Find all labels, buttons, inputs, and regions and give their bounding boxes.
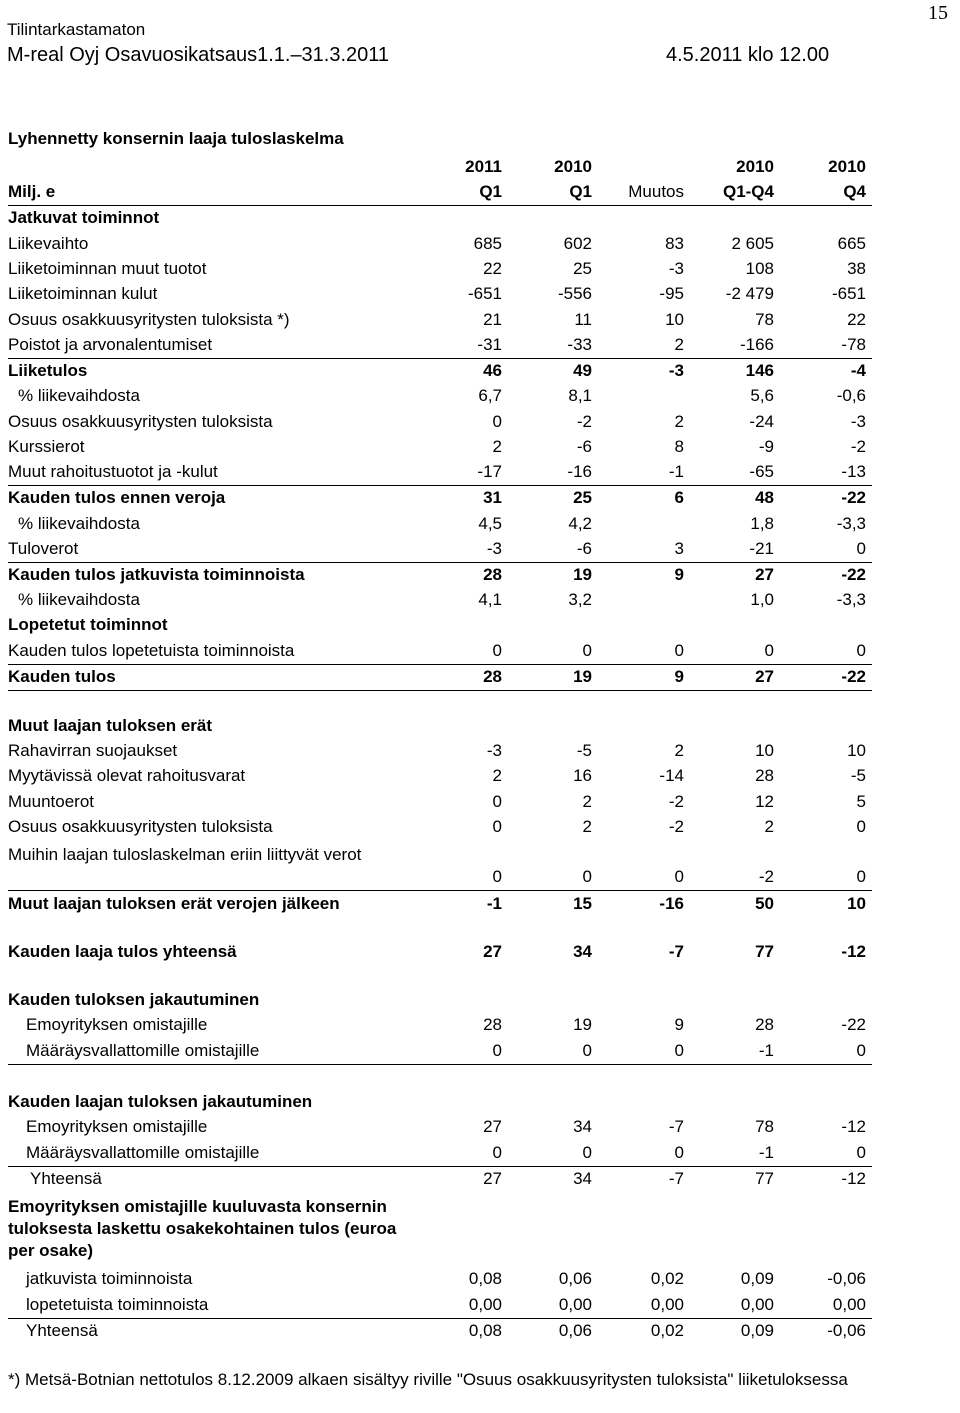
cell-2011-q1: 0	[492, 641, 502, 660]
row-label-muut-laajan-tuloksen-erat: Muut laajan tuloksen erät	[8, 716, 213, 735]
report-title: M-real Oyj Osavuosikatsaus1.1.–31.3.2011	[7, 44, 390, 66]
cell-change: 3	[674, 539, 684, 558]
cell-2010-q4: -12	[841, 1117, 866, 1136]
table-row	[8, 588, 872, 613]
column-header-years	[8, 155, 872, 180]
table-row	[8, 1141, 872, 1167]
cell-2010-q4: -651	[831, 284, 866, 303]
cell-2010-q1: 2	[582, 817, 592, 836]
table-row	[8, 308, 872, 333]
row-label-maaraysvallattomille-omistajille: Määräysvallattomille omistajille	[26, 1143, 260, 1162]
row-label-lopetetut-toiminnot: Lopetetut toiminnot	[8, 615, 168, 634]
cell-2011-q1: 31	[483, 488, 502, 507]
cell-2010-q4: 0	[856, 1143, 866, 1162]
row-label-myytavissa-olevat-rahoitusvarat: Myytävissä olevat rahoitusvarat	[8, 766, 246, 785]
cell-2011-q1: 6,7	[478, 386, 502, 405]
cell-2010-q4: 10	[847, 741, 866, 760]
cell-change: -7	[668, 942, 684, 961]
row-label-muihin-laajan-tuloslaskelman-eriin-liitt: Muihin laajan tuloslaskelman eriin liittyvät verot	[8, 845, 362, 864]
table-row	[8, 739, 872, 764]
table-row	[8, 257, 872, 282]
cell-2010-q1-q4: 108	[745, 259, 774, 278]
table-row	[8, 486, 872, 511]
cell-2010-q1-q4: 0,09	[740, 1269, 774, 1288]
row-label-emoyrityksen-omistajille: Emoyrityksen omistajille	[26, 1117, 208, 1136]
cell-2011-q1: 22	[483, 259, 502, 278]
cell-2010-q4: -0,06	[827, 1269, 866, 1288]
cell-2010-q4: -3,3	[836, 590, 866, 609]
table-row	[8, 1293, 872, 1319]
cell-2011-q1: -3	[486, 741, 502, 760]
cell-2010-q4: -0,6	[836, 386, 866, 405]
cell-2010-q1: 11	[574, 310, 592, 329]
cell-2010-q1-q4: -24	[749, 412, 774, 431]
cell-2010-q1-q4: -166	[739, 335, 774, 354]
row-label-tuloverot: Tuloverot	[8, 539, 79, 558]
row-label-osuus-osakkuusyritysten-tuloksista: Osuus osakkuusyritysten tuloksista *)	[8, 310, 290, 329]
cell-2010-q1: 49	[573, 361, 592, 380]
cell-2010-q4: -12	[841, 942, 866, 961]
cell-change: 2	[674, 741, 684, 760]
footnote: *) Metsä-Botnian nettotulos 8.12.2009 alkaen sisältyy riville "Osuus osakkuusyritysten tuloksista" liiketuloksessa	[8, 1370, 848, 1389]
cell-2010-q4: 0	[856, 817, 866, 836]
cell-2010-q1-q4: 146	[745, 361, 774, 380]
cell-2010-q1-q4: 28	[755, 1015, 774, 1034]
table-row	[8, 232, 872, 257]
cell-2010-q1-q4: 77	[755, 1169, 774, 1188]
row-label-yhteensa: Yhteensä	[30, 1169, 102, 1188]
cell-2010-q1: 4,2	[568, 514, 592, 533]
cell-2010-q1-q4: 0,09	[740, 1321, 774, 1340]
cell-2010-q1-q4: -1	[758, 1041, 774, 1060]
table-row	[8, 714, 872, 739]
cell-2011-q1: 0	[492, 1143, 502, 1162]
table-row	[8, 563, 872, 588]
cell-2010-q1-q4: 5,6	[750, 386, 774, 405]
cell-2010-q1-q4: 48	[755, 488, 774, 507]
cell-change: -7	[668, 1169, 684, 1188]
table-row	[8, 537, 872, 563]
cell-2011-q1: 0	[492, 1041, 502, 1060]
row-label-kauden-laajan-tuloksen-jakautuminen: Kauden laajan tuloksen jakautuminen	[8, 1092, 313, 1111]
cell-2010-q4: -4	[850, 361, 866, 380]
cell-2011-q1: 0	[492, 412, 502, 431]
cell-2010-q1: 0	[582, 1143, 592, 1162]
table-row	[8, 282, 872, 307]
cell-change: 0	[674, 1041, 684, 1060]
cell-change: 0,00	[650, 1295, 684, 1314]
cell-2010-q4: -22	[841, 1015, 866, 1034]
cell-2010-q1-q4: -2 479	[725, 284, 774, 303]
cell-2010-q1-q4: 28	[755, 766, 774, 785]
table-row	[8, 384, 872, 409]
row-label-rahavirran-suojaukset: Rahavirran suojaukset	[8, 741, 178, 760]
cell-change: 2	[674, 412, 684, 431]
cell-2011-q1: 0,08	[468, 1269, 502, 1288]
cell-2010-q1: -556	[557, 284, 592, 303]
cell-2010-q4: 10	[847, 894, 866, 913]
cell-2010-q1: 0	[582, 867, 592, 886]
cell-2010-q1-q4: 1,0	[750, 590, 774, 609]
cell-2010-q1: 0	[582, 641, 592, 660]
cell-2011-q1: 2	[492, 437, 502, 456]
cell-2011-q1: 27	[483, 1169, 502, 1188]
report-date: 4.5.2011 klo 12.00	[666, 44, 830, 66]
cell-change: 6	[674, 488, 684, 507]
cell-change: 83	[665, 234, 684, 253]
cell-change: 0,02	[650, 1269, 684, 1288]
table-row	[8, 988, 872, 1013]
table-row	[8, 206, 872, 231]
cell-2011-q1: 28	[483, 565, 502, 584]
cell-2010-q1: 2	[582, 792, 592, 811]
table-row	[8, 359, 872, 384]
cell-change: -2	[668, 792, 684, 811]
cell-2010-q1: -6	[576, 437, 592, 456]
section-heading-eps: Emoyrityksen omistajille kuuluvasta konsernin tuloksesta laskettu osakekohtainen tulos (euroa per osake)	[8, 1197, 397, 1260]
cell-2011-q1: -651	[467, 284, 502, 303]
cell-2010-q1: 19	[573, 1015, 592, 1034]
column-header-2010-q1: 2010	[554, 157, 592, 176]
cell-2010-q1-q4: 27	[755, 667, 774, 686]
cell-2010-q1: 3,2	[568, 590, 592, 609]
cell-2010-q1-q4: 77	[755, 942, 774, 961]
table-row	[8, 1115, 872, 1140]
cell-2010-q1-q4: 78	[755, 1117, 774, 1136]
cell-2011-q1: 0	[492, 867, 502, 886]
cell-2010-q1-q4: -21	[749, 539, 774, 558]
table-row	[8, 1039, 872, 1065]
cell-2010-q1-q4: -65	[749, 462, 774, 481]
row-label-kauden-laaja-tulos-yhteensa: Kauden laaja tulos yhteensä	[8, 942, 237, 961]
cell-2011-q1: 685	[473, 234, 502, 253]
column-header-2010-q1: Q1	[569, 182, 592, 201]
cell-change: 0	[674, 641, 684, 660]
cell-2010-q1-q4: 0,00	[740, 1295, 774, 1314]
cell-2010-q1: 16	[573, 766, 592, 785]
cell-change: 0	[674, 867, 684, 886]
cell-2010-q1-q4: -1	[758, 1143, 774, 1162]
cell-2010-q4: 665	[837, 234, 866, 253]
column-header-periods	[8, 180, 872, 206]
cell-change: 0,02	[650, 1321, 684, 1340]
cell-2010-q4: 5	[856, 792, 866, 811]
cell-2010-q4: -22	[841, 667, 866, 686]
cell-2010-q4: -22	[841, 488, 866, 507]
cell-2010-q4: -12	[841, 1169, 866, 1188]
table-row	[8, 1319, 872, 1344]
cell-2010-q1: 25	[573, 259, 592, 278]
row-label-maaraysvallattomille-omistajille: Määräysvallattomille omistajille	[26, 1041, 260, 1060]
cell-change: 0	[674, 1143, 684, 1162]
column-header-2010-q1-q4: Q1-Q4	[722, 182, 774, 201]
cell-2011-q1: 21	[483, 310, 502, 329]
row-label-yhteensa: Yhteensä	[26, 1321, 98, 1340]
cell-2010-q1-q4: 1,8	[750, 514, 774, 533]
cell-2010-q1: -6	[576, 539, 592, 558]
cell-2011-q1: 0	[492, 817, 502, 836]
cell-2010-q1: -2	[576, 412, 592, 431]
cell-2010-q1-q4: 12	[755, 792, 774, 811]
cell-change: -7	[668, 1117, 684, 1136]
table-row	[8, 333, 872, 359]
table-row	[8, 512, 872, 537]
cell-2010-q1: -5	[576, 741, 592, 760]
cell-2010-q1: 0,06	[558, 1269, 592, 1288]
cell-2010-q4: 0	[856, 867, 866, 886]
cell-2010-q1-q4: 10	[755, 741, 774, 760]
cell-change: -14	[659, 766, 684, 785]
cell-2010-q4: 0,00	[832, 1295, 866, 1314]
cell-2010-q4: -22	[841, 565, 866, 584]
unit-label: Milj. e	[8, 182, 56, 201]
cell-2010-q1-q4: 0	[764, 641, 774, 660]
table-row	[8, 1013, 872, 1038]
cell-2011-q1: -17	[477, 462, 502, 481]
cell-change: -3	[668, 361, 684, 380]
row-label-kauden-tuloksen-jakautuminen: Kauden tuloksen jakautuminen	[8, 990, 260, 1009]
row-label-kauden-tulos: Kauden tulos	[8, 667, 116, 686]
cell-change: 9	[674, 667, 684, 686]
cell-2011-q1: 46	[483, 361, 502, 380]
table-row	[8, 613, 872, 638]
table-row	[8, 1090, 872, 1115]
cell-2010-q1: 19	[573, 565, 592, 584]
cell-2010-q1: -16	[567, 462, 592, 481]
page-number: 15	[928, 2, 948, 24]
cell-2010-q4: -2	[850, 437, 866, 456]
cell-2010-q1-q4: -9	[758, 437, 774, 456]
cell-2010-q1-q4: 27	[755, 565, 774, 584]
cell-2011-q1: 0	[492, 792, 502, 811]
row-label-kauden-tulos-jatkuvista-toiminnoista: Kauden tulos jatkuvista toiminnoista	[8, 565, 305, 584]
row-label-liikevaihto: Liikevaihto	[8, 234, 89, 253]
row-label-osuus-osakkuusyritysten-tuloksista: Osuus osakkuusyritysten tuloksista	[8, 412, 273, 431]
cell-change: -1	[668, 462, 684, 481]
cell-2010-q4: -3,3	[836, 514, 866, 533]
column-header-2010-q4: Q4	[843, 182, 866, 201]
cell-2011-q1: -3	[486, 539, 502, 558]
cell-2010-q1: 34	[573, 1117, 592, 1136]
cell-change: 9	[674, 565, 684, 584]
statement-title: Lyhennetty konsernin laaja tuloslaskelma	[8, 129, 344, 148]
cell-2010-q1: 8,1	[568, 386, 592, 405]
row-label-liikevaihdosta: % liikevaihdosta	[18, 590, 140, 609]
row-label-liiketulos: Liiketulos	[8, 361, 88, 380]
cell-change: 9	[674, 1015, 684, 1034]
cell-change: 2	[674, 335, 684, 354]
cell-2011-q1: 27	[483, 942, 502, 961]
cell-2010-q4: 0	[856, 641, 866, 660]
row-label-osuus-osakkuusyritysten-tuloksista: Osuus osakkuusyritysten tuloksista	[8, 817, 273, 836]
row-label-muut-rahoitustuotot-ja-kulut: Muut rahoitustuotot ja -kulut	[8, 462, 218, 481]
table-row	[8, 1267, 872, 1292]
cell-2010-q1: 34	[573, 1169, 592, 1188]
row-label-muut-laajan-tuloksen-erat-verojen-jalkee: Muut laajan tuloksen erät verojen jälkeen	[8, 894, 340, 913]
table-row	[8, 940, 872, 965]
table-row	[8, 410, 872, 435]
row-label-kurssierot: Kurssierot	[8, 437, 85, 456]
cell-2010-q1: 602	[563, 234, 592, 253]
cell-2011-q1: 0,00	[468, 1295, 502, 1314]
cell-2010-q4: 0	[856, 539, 866, 558]
cell-2010-q1: 34	[573, 942, 592, 961]
cell-2010-q4: -0,06	[827, 1321, 866, 1340]
cell-2010-q4: 22	[847, 310, 866, 329]
column-header-2011-q1: 2011	[465, 157, 502, 176]
cell-change: 10	[665, 310, 684, 329]
column-header-2010-q1-q4: 2010	[736, 157, 774, 176]
cell-2010-q4: -78	[841, 335, 866, 354]
row-label-lopetetuista-toiminnoista: lopetetuista toiminnoista	[26, 1295, 209, 1314]
cell-2010-q4: -3	[850, 412, 866, 431]
cell-change: -16	[659, 894, 684, 913]
cell-2010-q4: 38	[847, 259, 866, 278]
table-row	[8, 1167, 872, 1192]
cell-change: -2	[668, 817, 684, 836]
column-header-2010-q4: 2010	[828, 157, 866, 176]
cell-2010-q4: -5	[850, 766, 866, 785]
cell-2011-q1: -31	[477, 335, 502, 354]
cell-2010-q1: 15	[573, 894, 592, 913]
cell-2011-q1: 4,5	[478, 514, 502, 533]
row-label-kauden-tulos-lopetetuista-toiminnoista: Kauden tulos lopetetuista toiminnoista	[8, 641, 295, 660]
row-label-jatkuvista-toiminnoista: jatkuvista toiminnoista	[26, 1269, 193, 1288]
cell-change: -95	[659, 284, 684, 303]
cell-2010-q1: -33	[567, 335, 592, 354]
cell-2010-q1-q4: 50	[755, 894, 774, 913]
cell-2011-q1: 4,1	[478, 590, 502, 609]
table-row	[8, 665, 872, 691]
cell-2011-q1: 2	[492, 766, 502, 785]
row-label-poistot-ja-arvonalentumiset: Poistot ja arvonalentumiset	[8, 335, 213, 354]
cell-2010-q1: 25	[573, 488, 592, 507]
cell-2010-q4: -13	[841, 462, 866, 481]
cell-change: -3	[668, 259, 684, 278]
cell-2010-q1-q4: 2 605	[731, 234, 774, 253]
table-row	[8, 435, 872, 460]
row-label-jatkuvat-toiminnot: Jatkuvat toiminnot	[8, 208, 160, 227]
audit-status: Tilintarkastamaton	[7, 20, 146, 39]
cell-2010-q1: 0,00	[558, 1295, 592, 1314]
table-row	[8, 764, 872, 789]
table-row	[8, 842, 872, 891]
cell-2010-q1-q4: 78	[755, 310, 774, 329]
column-header-change: Muutos	[628, 182, 684, 201]
row-label-muuntoerot: Muuntoerot	[8, 792, 94, 811]
cell-2010-q1: 19	[573, 667, 592, 686]
cell-2011-q1: 28	[483, 667, 502, 686]
row-label-liikevaihdosta: % liikevaihdosta	[18, 386, 140, 405]
row-label-liiketoiminnan-kulut: Liiketoiminnan kulut	[8, 284, 158, 303]
cell-2011-q1: 28	[483, 1015, 502, 1034]
row-label-liiketoiminnan-muut-tuotot: Liiketoiminnan muut tuotot	[8, 259, 207, 278]
row-label-emoyrityksen-omistajille: Emoyrityksen omistajille	[26, 1015, 208, 1034]
table-row	[8, 460, 872, 486]
cell-2011-q1: 0,08	[468, 1321, 502, 1340]
cell-2011-q1: 27	[483, 1117, 502, 1136]
cell-2010-q1: 0,06	[558, 1321, 592, 1340]
table-row	[8, 815, 872, 840]
cell-2011-q1: -1	[486, 894, 502, 913]
cell-2010-q1: 0	[582, 1041, 592, 1060]
cell-2010-q1-q4: 2	[764, 817, 774, 836]
cell-2010-q1-q4: -2	[758, 867, 774, 886]
column-header-2011-q1: Q1	[479, 182, 502, 201]
table-row	[8, 639, 872, 665]
cell-change: 8	[674, 437, 684, 456]
row-label-liikevaihdosta: % liikevaihdosta	[18, 514, 140, 533]
table-row	[8, 892, 872, 917]
cell-2010-q4: 0	[856, 1041, 866, 1060]
row-label-kauden-tulos-ennen-veroja: Kauden tulos ennen veroja	[8, 488, 226, 507]
table-row	[8, 790, 872, 815]
